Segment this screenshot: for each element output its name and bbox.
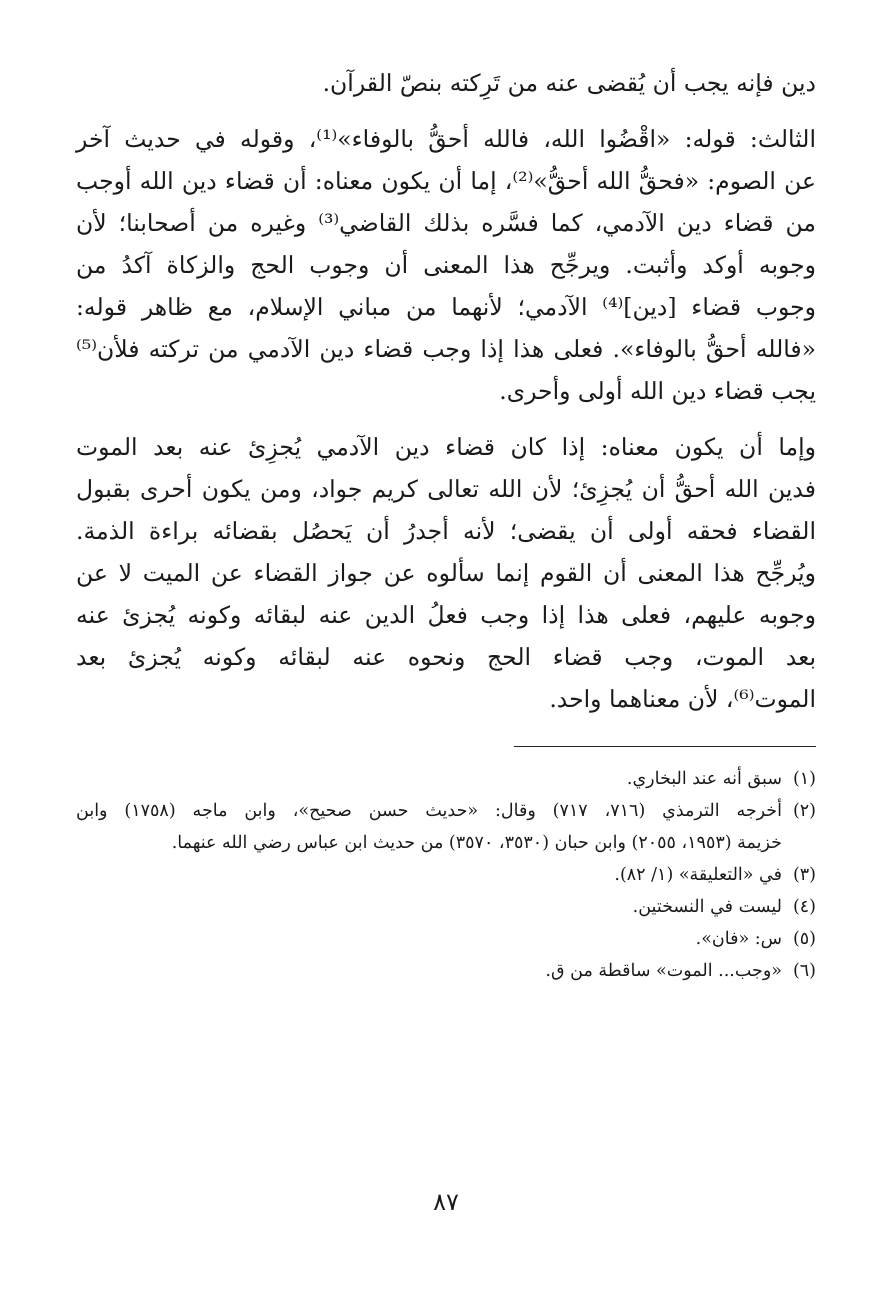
footnote-number: (٥) [792, 929, 816, 949]
text-line: الموت⁽⁶⁾، لأن معناهما واحد. [549, 685, 816, 713]
text-line: يجب قضاء دين الله أولى وأحرى. [499, 377, 816, 405]
footnote-number: (١) [792, 769, 816, 789]
text-line: عن الصوم: «فحقُّ الله أحقُّ»⁽²⁾، إما أن يكون معناه: أن قضاء دين الله أوجب [76, 167, 816, 195]
footnotes [76, 763, 816, 987]
text-line: وجوب قضاء [دين]⁽⁴⁾ الآدمي؛ لأنهما من مباني الإسلام، مع ظاهر قوله: [76, 293, 817, 321]
text-line: ويُرجِّح هذا المعنى أن القوم إنما سألوه عن جواز القضاء عن الميت لا عن [76, 559, 816, 587]
footnote-text: في «التعليقة» (١/ ٨٢). [614, 865, 782, 885]
footnote-text: أخرجه الترمذي (٧١٦، ٧١٧) وقال: «حديث حسن صحيح»، وابن ماجه (١٧٥٨) وابن [76, 801, 782, 821]
footnote-number: (٢) [792, 801, 816, 821]
text-line: فدين الله أحقُّ أن يُجزِئ؛ لأن الله تعالى كريم جواد، ومن يكون أحرى بقبول [76, 475, 816, 503]
footnote-number: (٦) [792, 961, 816, 981]
text-line: «فالله أحقُّ بالوفاء». فعلى هذا إذا وجب قضاء دين الآدمي من تركته فلأن⁽⁵⁾ [76, 335, 816, 363]
footnote-divider [514, 746, 816, 747]
footnote-text: ليست في النسختين. [632, 897, 782, 917]
page-number: ٨٧ [433, 1188, 459, 1216]
footnote-text: سبق أنه عند البخاري. [626, 769, 782, 789]
footnote-item [76, 859, 816, 891]
footnote-item [76, 763, 816, 795]
footnote-number: (٣) [792, 865, 816, 885]
footnote-item [76, 891, 816, 923]
text-line: دين فإنه يجب أن يُقضى عنه من تَرِكته بنصّ القرآن. [322, 69, 816, 97]
text-line: الثالث: قوله: «اقْضُوا الله، فالله أحقُّ بالوفاء»⁽¹⁾، وقوله في حديث آخر [76, 125, 816, 153]
footnote-number: (٤) [792, 897, 816, 917]
footnote-item [76, 923, 816, 955]
footnote-item [76, 795, 816, 859]
text-line: وجوبه أوكد وأثبت. ويرجِّح هذا المعنى أن وجوب الحج والزكاة آكدُ من [76, 251, 816, 279]
main-text [76, 62, 816, 720]
page-body [76, 62, 816, 987]
text-line: بعد الموت، وجب قضاء الحج ونحوه عنه لبقائه وكونه يُجزئ بعد [76, 643, 816, 671]
text-line: وجوبه عليهم، فعلى هذا إذا وجب فعلُ الدين عنه لبقائه وكونه يُجزئ عنه [76, 601, 816, 629]
text-line: وإما أن يكون معناه: إذا كان قضاء دين الآدمي يُجزِئ عنه بعد الموت [76, 433, 816, 461]
text-line: من قضاء دين الآدمي، كما فسَّره بذلك القاضي⁽³⁾ وغيره من أصحابنا؛ لأن [76, 209, 816, 237]
footnote-text: س: «فان». [695, 929, 782, 949]
text-line: القضاء فحقه أولى أن يقضى؛ لأنه أجدرُ أن يَحصُل بقضائه براءة الذمة. [76, 517, 816, 545]
footnote-text: «وجب... الموت» ساقطة من ق. [545, 961, 782, 981]
footnote-text: خزيمة (١٩٥٣، ٢٠٥٥) وابن حبان (٣٥٣٠، ٣٥٧٠) من حديث ابن عباس رضي الله عنهما. [171, 833, 782, 853]
footnote-item [76, 955, 816, 987]
